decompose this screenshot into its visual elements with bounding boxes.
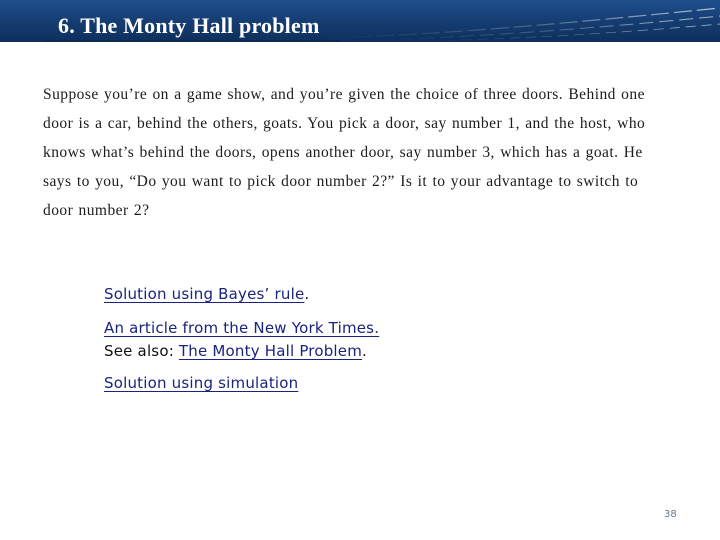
see-also-line [104, 341, 367, 361]
problem-statement: Suppose you’re on a game show, and you’re given the choice of three doors. Behind one door is a car, behind the others, goats. You pick a door, say number 1, and the host, who knows what’s behind the doors, opens another door, say number 3, which has a goat. He says to you, “Do you want to pick door number 2?” Is it to your advantage to switch to door number 2? [43, 86, 646, 219]
nyt-line [104, 318, 379, 338]
page-number: 38 [664, 509, 677, 520]
bayes-solution-link[interactable]: Solution using Bayes’ rule [104, 285, 305, 303]
monty-hall-problem-link[interactable]: The Monty Hall Problem [178, 342, 363, 360]
title-underline [45, 40, 340, 42]
nyt-article-link[interactable]: An article from the New York Times. [104, 319, 380, 337]
bayes-line [104, 284, 309, 304]
simulation-line [104, 373, 298, 393]
slide-title: 6. The Monty Hall problem [58, 13, 320, 38]
see-also-label: See also: [104, 342, 179, 360]
bayes-suffix: . [304, 285, 310, 303]
simulation-solution-link[interactable]: Solution using simulation [104, 374, 299, 392]
monty-suffix: . [362, 342, 368, 360]
